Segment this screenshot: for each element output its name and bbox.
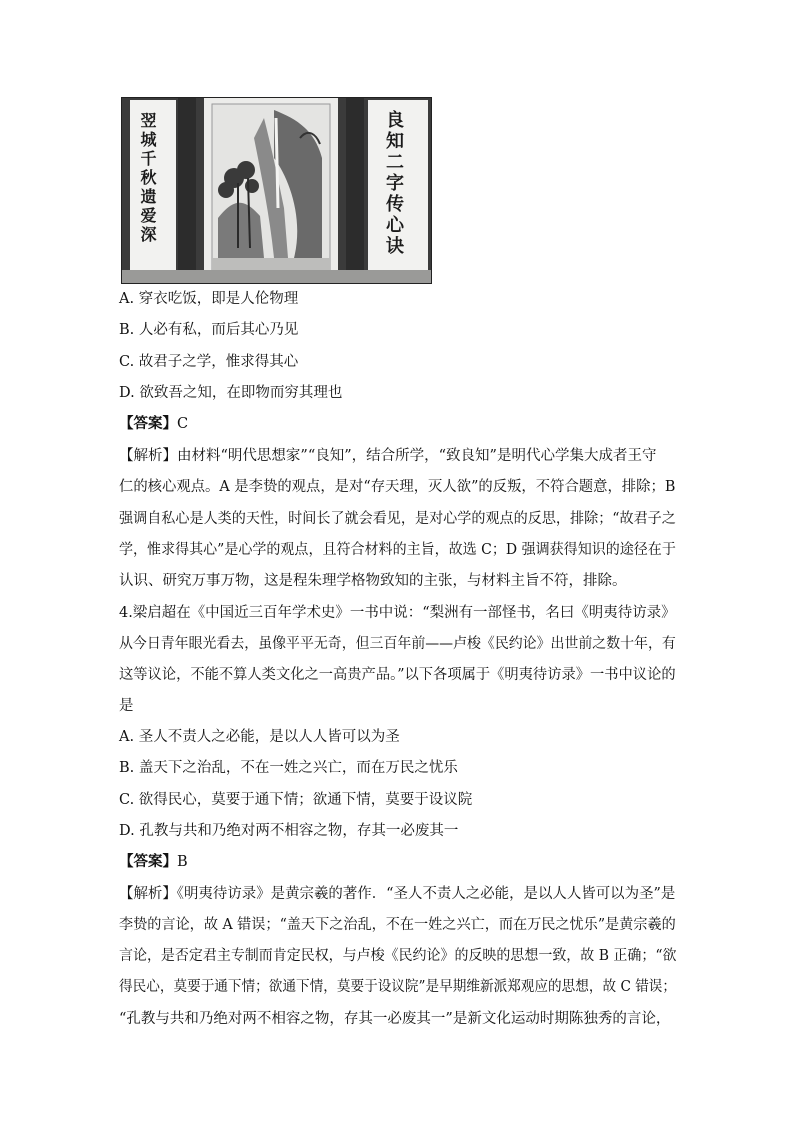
q4-stem-line: 这等议论，不能不算人类文化之一高贵产品。”以下各项属于《明夷待访录》一书中议论的 <box>119 667 676 683</box>
floor-strip <box>122 270 431 283</box>
q4-analysis-line: 言论，是否定君主专制而肯定民权，与卢梭《民约论》的反映的思想一致，故 B 正确；“欲 <box>119 948 677 964</box>
q4-analysis-line: 李贽的言论，故 A 错误；“盖天下之治乱，不在一姓之兴亡，而在万民之忧乐”是黄宗羲的 <box>119 917 676 933</box>
wall-divider <box>178 98 196 270</box>
q3-option-a: A. 穿衣吃饭，即是人伦物理 <box>119 291 299 307</box>
q3-answer <box>119 414 188 434</box>
q4-option-a: A. 圣人不责人之必能，是以人人皆可以为圣 <box>119 729 400 745</box>
q3-option-b: B. 人必有私，而后其心乃见 <box>119 322 299 338</box>
q4-answer <box>119 852 188 872</box>
q3-analysis-line: 认识、研究万事万物，这是程朱理学格物致知的主张，与材料主旨不符，排除。 <box>119 573 627 589</box>
q4-analysis-line: 得民心，莫要于通下情；欲通下情，莫要于设议院”是早期维新派郑观应的思想，故 C 错误； <box>119 979 677 995</box>
left-calligraphy: 翌城千秋遗爱深 <box>138 112 157 245</box>
calligraphy-painting-photo <box>121 97 432 284</box>
q4-analysis-line: 【解析】《明夷待访录》是黄宗羲的著作．“圣人不责人之必能，是以人人皆可以为圣”是 <box>119 886 676 902</box>
q4-analysis-line: “孔教与共和乃绝对两不相容之物，存其一必废其一”是新文化运动时期陈独秀的言论， <box>119 1011 671 1027</box>
wall-divider <box>346 98 364 270</box>
answer-label: 【答案】 <box>119 853 177 870</box>
answer-value: B <box>177 854 188 870</box>
landscape-scroll <box>204 98 338 278</box>
q4-option-b: B. 盖天下之治乱，不在一姓之兴亡，而在万民之忧乐 <box>119 760 458 776</box>
q4-stem-line: 从今日青年眼光看去，虽像平平无奇，但三百年前——卢梭《民约论》出世前之数十年，有 <box>119 636 676 652</box>
q3-analysis-line: 强调自私心是人类的天性，时间长了就会看见，是对心学的观点的反思，排除；“故君子之 <box>119 511 676 527</box>
landscape-painting <box>204 98 338 278</box>
q3-option-d: D. 欲致吾之知，在即物而穷其理也 <box>119 385 343 401</box>
q4-option-c: C. 欲得民心，莫要于通下情；欲通下情，莫要于设议院 <box>119 792 473 808</box>
q3-analysis-line: 仁的核心观点。A 是李贽的观点，是对“存天理，灭人欲”的反叛，不符合题意，排除；B <box>119 479 676 495</box>
right-calligraphy: 良知二字传心诀 <box>383 110 404 257</box>
answer-label: 【答案】 <box>119 415 177 432</box>
answer-value: C <box>177 416 189 432</box>
q3-analysis-line: 【解析】由材料“明代思想家”“良知”，结合所学，“致良知”是明代心学集大成者王守 <box>119 448 657 464</box>
q3-analysis-line: 学，惟求得其心”是心学的观点，且符合材料的主旨，故选 C；D 强调获得知识的途径在于 <box>119 542 676 558</box>
q4-stem-line: 是 <box>119 698 134 714</box>
q3-option-c: C. 故君子之学，惟求得其心 <box>119 354 299 370</box>
q4-stem-line: 4.梁启超在《中国近三百年学术史》一书中说：“梨洲有一部怪书，名曰《明夷待访录》 <box>119 605 676 621</box>
q4-option-d: D. 孔教与共和乃绝对两不相容之物，存其一必废其一 <box>119 823 459 839</box>
